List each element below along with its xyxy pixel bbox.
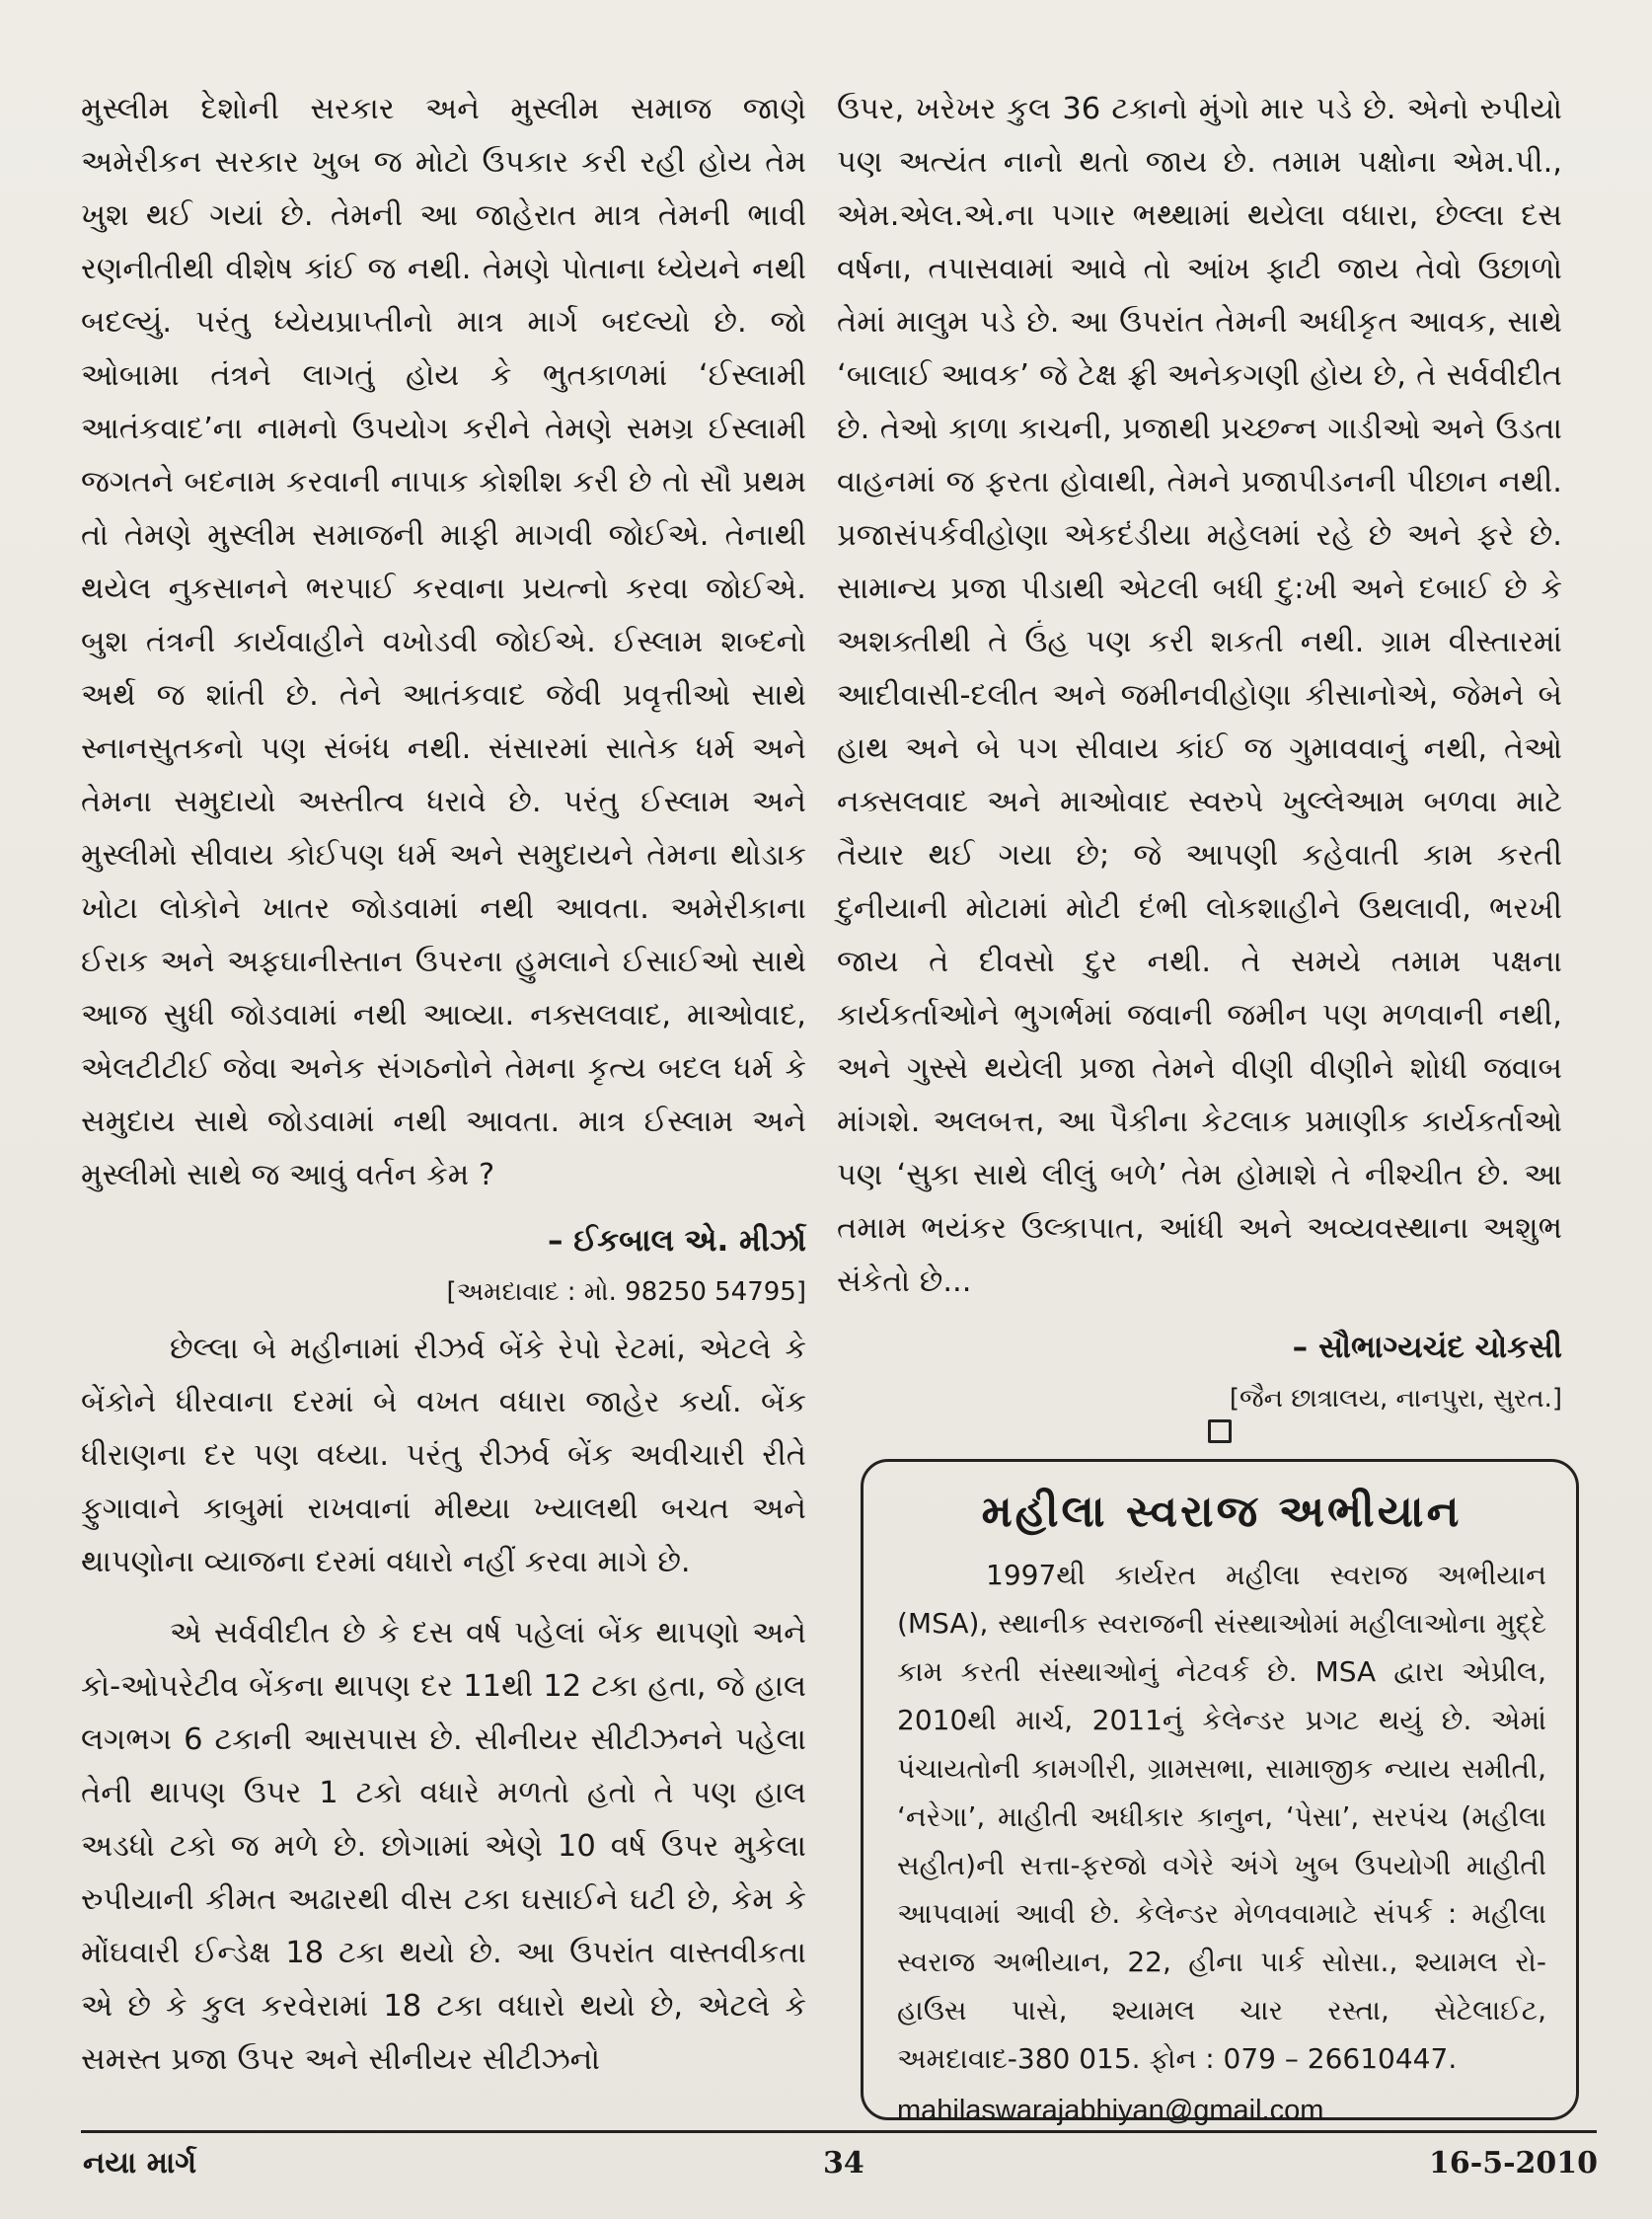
letter-body-2a: છેલ્લા બે મહીનામાં રીઝર્વ બેંકે રેપો રેટમાં, એટલે કે બેંકોને ધીરવાના દરમાં બે વખત વધારા જાહેર કર્યા. બેંક ધીરાણના દર પણ વધ્યા. પરંતુ રીઝર્વ બેંક અવીચારી રીતે ફુગાવાને કાબુમાં રાખવાનાં મીથ્યા ખ્યાલથી બચત અને થાપણોના વ્યાજના દરમાં વધારો નહીં કરવા માગે છે. xyxy=(81,1332,806,1579)
page-number: 34 xyxy=(823,2146,864,2181)
letter-address-2: [જૈન છાત્રાલય, નાનપુરા, સુરત.] xyxy=(1229,1384,1562,1414)
letter-address-1: [અમદાવાદ : મો. 98250 54795] xyxy=(446,1277,806,1307)
publication-name: નયા માર્ગ xyxy=(83,2146,197,2181)
footer-divider xyxy=(81,2130,1597,2133)
left-column xyxy=(81,83,806,2087)
end-square-icon xyxy=(1208,1419,1232,1443)
notice-box xyxy=(861,1459,1579,2126)
letter-body-1: મુસ્લીમ દેશોની સરકાર અને મુસ્લીમ સમાજ જાણે અમેરીકન સરકાર ખુબ જ મોટો ઉપકાર કરી રહી હોય તેમ ખુશ થઈ ગયાં છે. તેમની આ જાહેરાત માત્ર તેમની ભાવી રણનીતીથી વીશેષ કાંઈ જ નથી. તેમણે પોતાના ધ્યેયને નથી બદલ્યું. પરંતુ ધ્યેયપ્રાપ્તીનો માત્ર માર્ગ બદલ્યો છે. જો ઓબામા તંત્રને લાગતું હોય કે ભુતકાળમાં ‘ઈસ્લામી આતંકવાદ’ના નામનો ઉપયોગ કરીને તેમણે સમગ્ર ઈસ્લામી જગતને બદનામ કરવાની નાપાક કોશીશ કરી છે તો સૌ પ્રથમ તો તેમણે મુસ્લીમ સમાજની માફી માગવી જોઈએ. તેનાથી થયેલ નુકસાનને ભરપાઈ કરવાના પ્રયત્નો કરવા જોઈએ. બુશ તંત્રની કાર્યવાહીને વખોડવી જોઈએ. ઈસ્લામ શબ્દનો અર્થ જ શાંતી છે. તેને આતંકવાદ જેવી પ્રવૃત્તીઓ સાથે સ્નાનસુતકનો પણ સંબંધ નથી. સંસારમાં સાતેક ધર્મ અને તેમના સમુદાયો અસ્તીત્વ ધરાવે છે. પરંતુ ઈસ્લામ અને મુસ્લીમો સીવાય કોઈપણ ધર્મ અને સમુદાયને તેમના થોડાક ખોટા લોકોને ખાતર જોડવામાં નથી આવતા. અમેરીકાના ઈરાક અને અફઘાનીસ્તાન ઉપરના હુમલાને ઈસાઈઓ સાથે આજ સુધી જોડવામાં નથી આવ્યા. નક્સલવાદ, માઓવાદ, એલટીટીઈ જેવા અનેક સંગઠનોને તેમના કૃત્ય બદલ ધર્મ કે સમુદાય સાથે જોડવામાં નથી આવતા. માત્ર ઈસ્લામ અને મુસ્લીમો સાથે જ આવું વર્તન કેમ ? xyxy=(81,92,806,1192)
letter-body-2b: એ સર્વવીદીત છે કે દસ વર્ષ પહેલાં બેંક થાપણો અને કો-ઓપરેટીવ બેંકના થાપણ દર 11થી 12 ટકા હતા, જે હાલ લગભગ 6 ટકાની આસપાસ છે. સીનીયર સીટીઝનને પહેલા તેની થાપણ ઉપર 1 ટકો વધારે મળતો હતો તે પણ હાલ અડધો ટકો જ મળે છે. છોગામાં એણે 10 વર્ષ ઉપર મુકેલા રુપીયાની કીમત અઢારથી વીસ ટકા ઘસાઈને ઘટી છે, કેમ કે મોંઘવારી ઈન્ડેક્ષ 18 ટકા થયો છે. આ ઉપરાંત વાસ્તવીકતા એ છે કે કુલ કરવેરામાં 18 ટકા વધારો થયો છે, એટલે કે સમસ્ત પ્રજા ઉપર અને સીનીયર સીટીઝનો xyxy=(81,1616,806,2077)
letter-signature-1: – ઈકબાલ એ. મીર્ઝા xyxy=(547,1223,806,1259)
notice-title: મહીલા સ્વરાજ અભીયાન xyxy=(981,1487,1463,1537)
letter-body-2-continued: ઉપર, ખરેખર કુલ 36 ટકાનો મુંગો માર પડે છે. એનો રુપીયો પણ અત્યંત નાનો થતો જાય છે. તમામ પક્ષોના એમ.પી., એમ.એલ.એ.ના પગાર ભથ્થામાં થયેલા વધારા, છેલ્લા દસ વર્ષના, તપાસવામાં આવે તો આંખ ફાટી જાય તેવો ઉછાળો તેમાં માલુમ પડે છે. આ ઉપરાંત તેમની અધીકૃત આવક, સાથે ‘બાલાઈ આવક’ જે ટેક્ષ ફ્રી અનેકગણી હોય છે, તે સર્વવીદીત છે. તેઓ કાળા કાચની, પ્રજાથી પ્રચ્છન્ન ગાડીઓ અને ઉડતા વાહનમાં જ ફરતા હોવાથી, તેમને પ્રજાપીડનની પીછાન નથી. પ્રજાસંપર્કવીહોણા એકદંડીયા મહેલમાં રહે છે અને ફરે છે. સામાન્ય પ્રજા પીડાથી એટલી બધી દુ:ખી અને દબાઈ છે કે અશક્તીથી તે ઉંહ પણ કરી શકતી નથી. ગ્રામ વીસ્તારમાં આદીવાસી-દલીત અને જમીનવીહોણા કીસાનોએ, જેમને બે હાથ અને બે પગ સીવાય કાંઈ જ ગુમાવવાનું નથી, તેઓ નક્સલવાદ અને માઓવાદ સ્વરુપે ખુલ્લેઆમ બળવા માટે તૈયાર થઈ ગયા છે; જે આપણી કહેવાતી કામ કરતી દુનીયાની મોટામાં મોટી દંભી લોકશાહીને ઉથલાવી, ભરખી જાય તે દીવસો દુર નથી. તે સમયે તમામ પક્ષના કાર્યકર્તાઓને ભુગર્ભમાં જવાની જમીન પણ મળવાની નથી, અને ગુસ્સે થયેલી પ્રજા તેમને વીણી વીણીને શોધી જવાબ માંગશે. અલબત્ત, આ પૈકીના કેટલાક પ્રમાણીક કાર્યકર્તાઓ પણ ‘સુકા સાથે લીલું બળે’ તેમ હોમાશે તે નીશ્ચીત છે. આ તમામ ભયંકર ઉલ્કાપાત, આંધી અને અવ્યવસ્થાના અશુભ સંકેતો છે... xyxy=(837,92,1562,1299)
right-column xyxy=(837,83,1562,1429)
notice-email: mahilaswarajabhiyan@gmail.com xyxy=(897,2095,1324,2126)
issue-date: 16-5-2010 xyxy=(1429,2146,1599,2181)
letter-signature-2: – સૌભાગ્યચંદ ચોકસી xyxy=(1292,1330,1562,1365)
notice-body: 1997થી કાર્યરત મહીલા સ્વરાજ અભીયાન (MSA), સ્થાનીક સ્વરાજની સંસ્થાઓમાં મહીલાઓના મુદ્દે કામ કરતી સંસ્થાઓનું નેટવર્ક છે. MSA દ્વારા એપ્રીલ, 2010થી માર્ચ, 2011નું કેલેન્ડર પ્રગટ થયું છે. એમાં પંચાયતોની કામગીરી, ગ્રામસભા, સામાજીક ન્યાય સમીતી, ‘નરેગા’, માહીતી અધીકાર કાનુન, ‘પેસા’, સરપંચ (મહીલા સહીત)ની સત્તા-ફરજો વગેરે અંગે ખુબ ઉપયોગી માહીતી આપવામાં આવી છે. કેલેન્ડર મેળવવામાટે સંપર્ક : મહીલા સ્વરાજ અભીયાન, 22, હીના પાર્ક સોસા., શ્યામલ રો-હાઉસ પાસે, શ્યામલ ચાર રસ્તા, સેટેલાઈટ, અમદાવાદ-380 015. ફોન : 079 – 26610447. xyxy=(897,1559,1546,2075)
